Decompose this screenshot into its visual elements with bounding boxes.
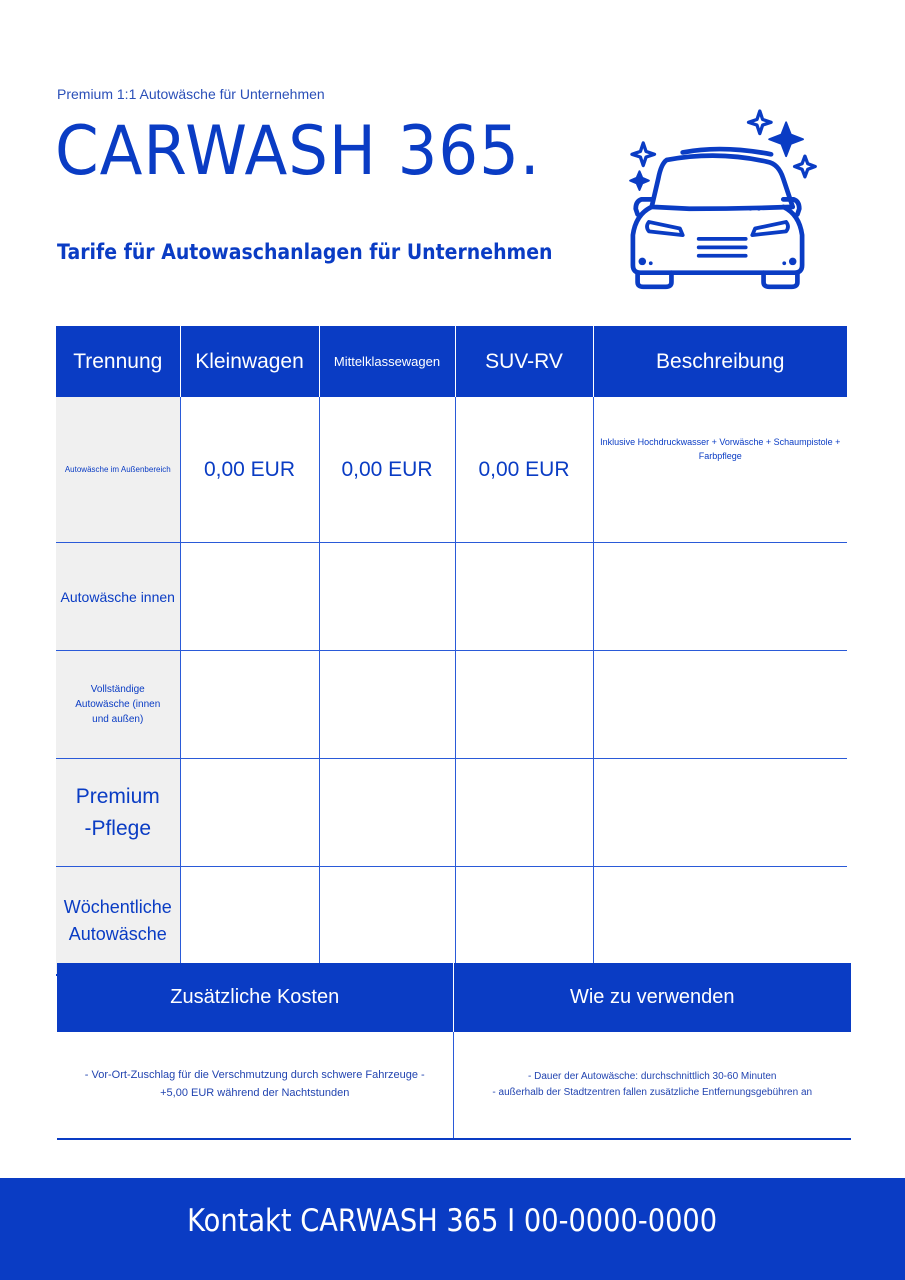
extra-info-table [57,963,851,1140]
price-kleinwagen: 0,00 EUR [180,397,319,543]
price-suv: 0,00 EUR [455,397,593,543]
row-description [593,543,847,651]
car-sparkle-icon [600,100,835,295]
table-row [56,397,847,543]
row-label: Autowäsche innen [56,543,180,651]
price-mittelklasse [319,759,455,867]
row-description: Inklusive Hochdruckwasser + Vorwäsche + Schaumpistole + Farbpflege [593,397,847,543]
pricing-table [56,326,847,976]
how-to-use-line: - Dauer der Autowäsche: durchschnittlich 30-60 Minuten [528,1071,777,1082]
row-label: Wöchentliche Autowäsche [56,867,180,976]
page-title: CARWASH 365. [55,112,541,191]
price-kleinwagen [180,543,319,651]
row-description [593,867,847,976]
additional-costs-cell [57,1032,453,1139]
table-row [56,867,847,976]
contact-footer [0,1178,905,1280]
price-suv [455,651,593,759]
how-to-use-cell [453,1032,851,1139]
additional-cost-line: - Vor-Ort-Zuschlag für die Verschmutzung durch schwere Fahrzeuge - [84,1069,425,1082]
price-mittelklasse: 0,00 EUR [319,397,455,543]
subtitle: Premium 1:1 Autowäsche für Unternehmen [57,86,325,102]
column-header-kleinwagen: Kleinwagen [180,326,319,397]
price-kleinwagen [180,759,319,867]
row-label: Premium -Pflege [56,759,180,867]
table-row [56,651,847,759]
price-suv [455,543,593,651]
row-label: Autowäsche im Außenbereich [56,397,180,543]
price-suv [455,867,593,976]
additional-cost-line: +5,00 EUR während der Nachtstunden [160,1087,350,1099]
column-header-how-to-use: Wie zu verwenden [453,963,851,1032]
row-description [593,759,847,867]
row-label: Vollständige Autowäsche (innen und außen) [56,651,180,759]
price-suv [455,759,593,867]
column-header-suv-rv: SUV-RV [455,326,593,397]
column-header-trennung: Trennung [56,326,180,397]
column-header-beschreibung: Beschreibung [593,326,847,397]
price-kleinwagen [180,651,319,759]
tagline: Tarife für Autowaschanlagen für Unternehmen [57,240,553,264]
table-row [56,759,847,867]
price-mittelklasse [319,867,455,976]
column-header-additional-costs: Zusätzliche Kosten [57,963,453,1032]
price-mittelklasse [319,543,455,651]
price-mittelklasse [319,651,455,759]
price-kleinwagen [180,867,319,976]
column-header-mittelklassewagen: Mittelklassewagen [319,326,455,397]
how-to-use-line: - außerhalb der Stadtzentren fallen zusätzliche Entfernungsgebühren an [492,1087,813,1098]
contact-text: Kontakt CARWASH 365 I 00-0000-0000 [187,1203,718,1239]
pricing-table-header [56,326,847,397]
table-row [56,543,847,651]
row-description [593,651,847,759]
